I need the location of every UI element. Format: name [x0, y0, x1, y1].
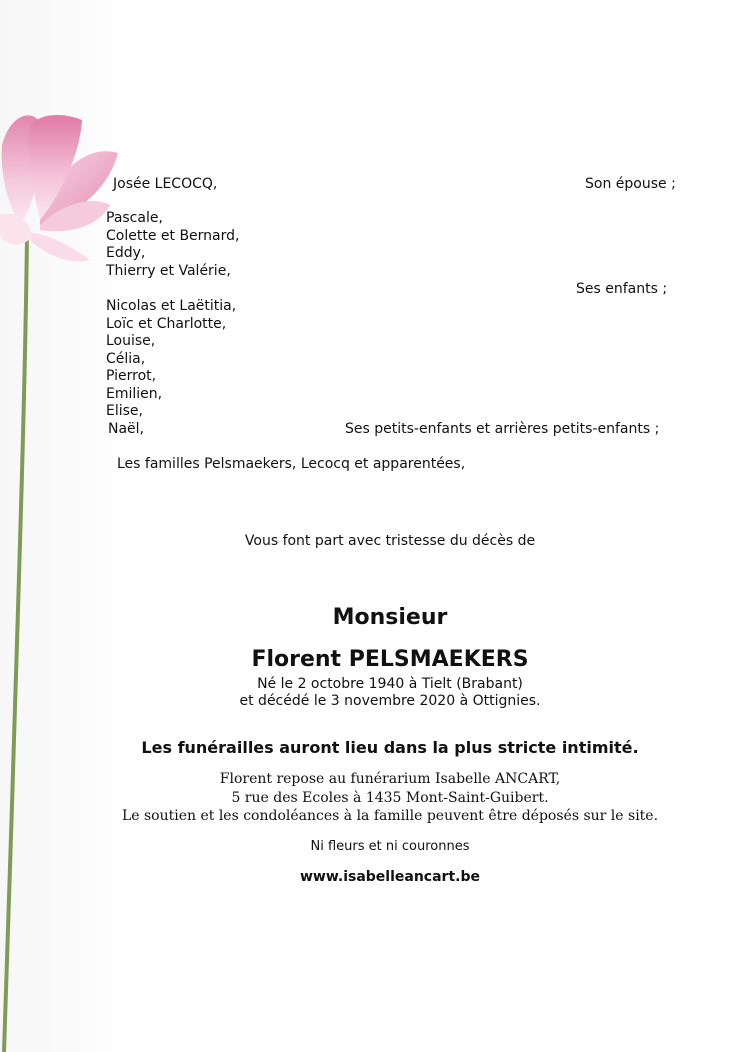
announcement-intro: Vous font part avec tristesse du décès de	[244, 533, 536, 549]
grandchildren-role: Ses petits-enfants et arrières petits-enfants ;	[345, 421, 660, 437]
child-name: Eddy,	[106, 245, 146, 261]
deceased-name: Florent PELSMAEKERS	[251, 647, 529, 672]
death-info: et décédé le 3 novembre 2020 à Ottignies.	[239, 693, 541, 709]
child-name: Thierry et Valérie,	[106, 263, 231, 279]
grandchild-name: Naël,	[108, 421, 145, 437]
grandchild-name: Pierrot,	[106, 368, 157, 384]
grandchild-name: Emilien,	[106, 386, 163, 402]
grandchild-name: Louise,	[106, 333, 156, 349]
funeral-home-address: 5 rue des Ecoles à 1435 Mont-Saint-Guibert.	[231, 790, 549, 806]
flowers-notice: Ni fleurs et ni couronnes	[310, 839, 470, 854]
funeral-notice: Les funérailles auront lieu dans la plus stricte intimité.	[141, 738, 639, 757]
grandchild-name: Nicolas et Laëtitia,	[106, 298, 237, 314]
child-name: Colette et Bernard,	[106, 228, 240, 244]
spouse-name: Josée LECOCQ,	[113, 176, 218, 192]
condolences-info: Le soutien et les condoléances à la famille peuvent être déposés sur le site.	[121, 808, 659, 824]
grandchild-name: Célia,	[106, 351, 146, 367]
extended-families: Les familles Pelsmaekers, Lecocq et apparentées,	[117, 456, 466, 472]
spouse-role: Son épouse ;	[585, 176, 676, 192]
child-name: Pascale,	[106, 210, 163, 226]
birth-info: Né le 2 octobre 1940 à Tielt (Brabant)	[257, 676, 523, 692]
repose-info: Florent repose au funérarium Isabelle ANCART,	[219, 771, 561, 787]
grandchild-name: Elise,	[106, 403, 143, 419]
deceased-title: Monsieur	[332, 605, 448, 630]
website-link[interactable]: www.isabelleancart.be	[299, 869, 480, 885]
children-role: Ses enfants ;	[576, 281, 668, 297]
grandchild-name: Loïc et Charlotte,	[106, 316, 227, 332]
